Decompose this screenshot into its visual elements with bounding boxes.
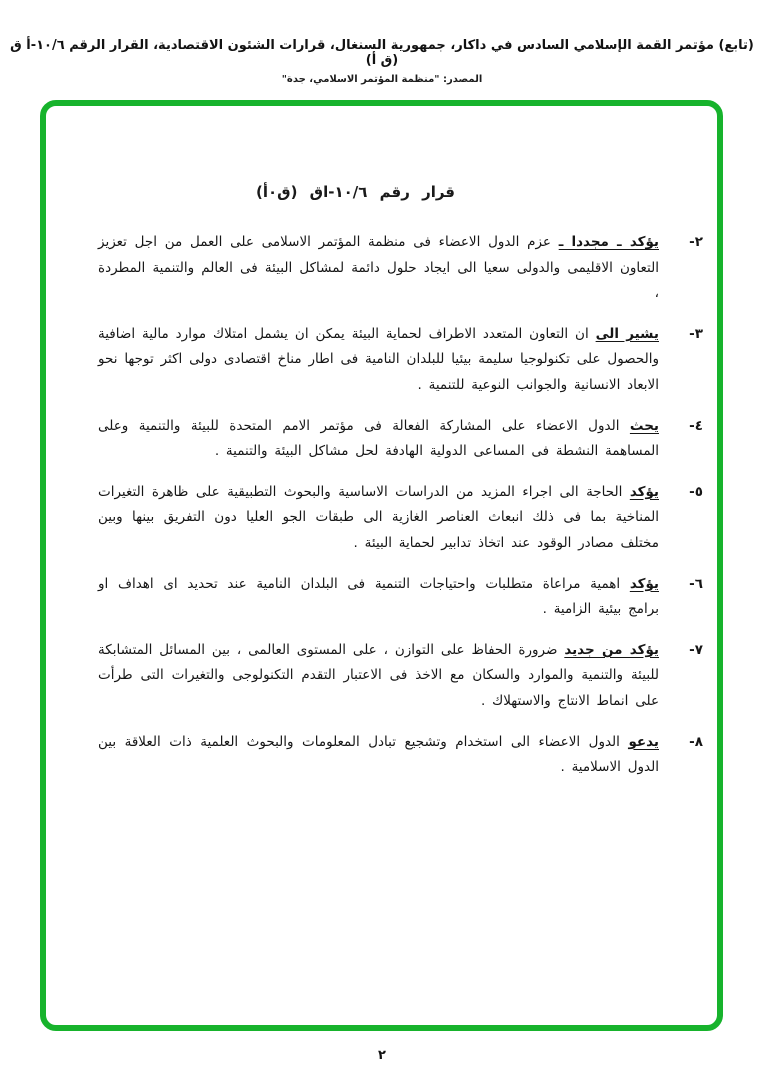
paragraph-text [98,230,659,307]
paragraph-lead-word: يؤكد من جديد [564,641,659,658]
paragraph-number: ٦- [689,575,703,592]
paragraph-number: ٣- [689,325,703,342]
paragraph-body-text: الدول الاعضاء على المشاركة الفعالة فى مؤتمر الامم المتحدة للبيئة والتنمية وعلى المساهمة النشطة فى المساعى الدولية الهادفة لحل مشاكل البيئة والتنمية . [98,417,659,460]
page-number: ٢ [378,1048,386,1063]
paragraph-lead-word: يحث [629,417,659,434]
paragraph-number: ٧- [689,641,703,658]
paragraph-lead-word: يؤكد ـ مجددا ـ [558,234,659,250]
paragraph-text [98,480,659,557]
paragraph-lead-word: يدعو [628,733,659,750]
paragraph-2 [98,230,703,307]
paragraph-number: ٥- [689,483,703,500]
paragraph-lead-word: يؤكد [629,483,659,500]
paragraph-6 [98,572,703,623]
paragraph-text [98,322,659,399]
paragraph-text [98,730,659,781]
paragraph-7 [98,638,703,715]
paragraph-body-text: عزم الدول الاعضاء فى منظمة المؤتمر الاسلامى على العمل من اجل تعزيز التعاون الاقليمى والدولى سعيا الى ايجاد حلول دائمة لمشاكل البيئة فى العالم والتنمية المطردة ، [98,234,659,302]
paragraph-number: ٨- [689,733,703,750]
document-footer [0,1044,764,1063]
paragraph-number: ٢- [689,234,703,250]
paragraph-text [98,572,659,623]
paragraph-text [98,414,659,465]
paragraph-lead-word: يشير الى [595,325,659,342]
resolution-title: قرار رقم ١٠/٦-اق (ق٠أ) [256,183,455,201]
paragraph-number: ٤- [689,417,703,434]
paragraph-text [98,638,659,715]
paragraph-body-text: ضرورة الحفاظ على التوازن ، على المستوى العالمى ، بين المسائل المتشابكة للبيئة والتنمية والموارد والسكان مع الاخذ فى الاعتبار التقدم التكنولوجى والتغيرات التى طرأت على انماط الانتاج والاستهلاك . [98,641,659,709]
paragraph-body-text: اهمية مراعاة متطلبات واحتياجات التنمية فى البلدان النامية عند تحديد اى اهداف او برامج بيئية الزامية . [98,575,659,618]
paragraph-3 [98,322,703,399]
document-content [46,106,717,1025]
paragraph-body-text: الحاجة الى اجراء المزيد من الدراسات الاساسية والبحوث التطبيقية على ظاهرة التغيرات المناخية بما فى ذلك انبعاث العناصر الغازية الى طبقات الجو العليا دون التفريق بينها وبين مختلف مصادر الوقود عند اتخاذ تدابير لحماية البيئة . [98,483,659,551]
document-header [0,38,764,85]
paragraph-8 [98,730,703,781]
paragraph-4 [98,414,703,465]
header-source-line: المصدر: "منظمة المؤتمر الاسلامي، جدة" [281,74,483,85]
paragraph-5 [98,480,703,557]
paragraph-lead-word: يؤكد [629,575,659,592]
paragraph-body-text: الدول الاعضاء الى استخدام وتشجيع تبادل المعلومات والبحوث العلمية ذات العلاقة بين الدول الاسلامية . [98,733,659,776]
header-citation-line: (تابع) مؤتمر القمة الإسلامي السادس في داكار، جمهورية السنغال، قرارات الشئون الاقتصادية، القرار الرقم ١٠/٦-أ ق (ق أ) [10,38,754,68]
paragraph-body-text: ان التعاون المتعدد الاطراف لحماية البيئة يمكن ان يشمل امتلاك موارد مالية اضافية والحصول على تكنولوجيا سليمة بيئيا للبلدان النامية فى اطار مناخ اقتصادى دولى اكثر توجها نحو الابعاد الانسانية والجوانب النوعية للتنمية . [98,325,659,393]
resolution-paragraphs [98,230,703,781]
